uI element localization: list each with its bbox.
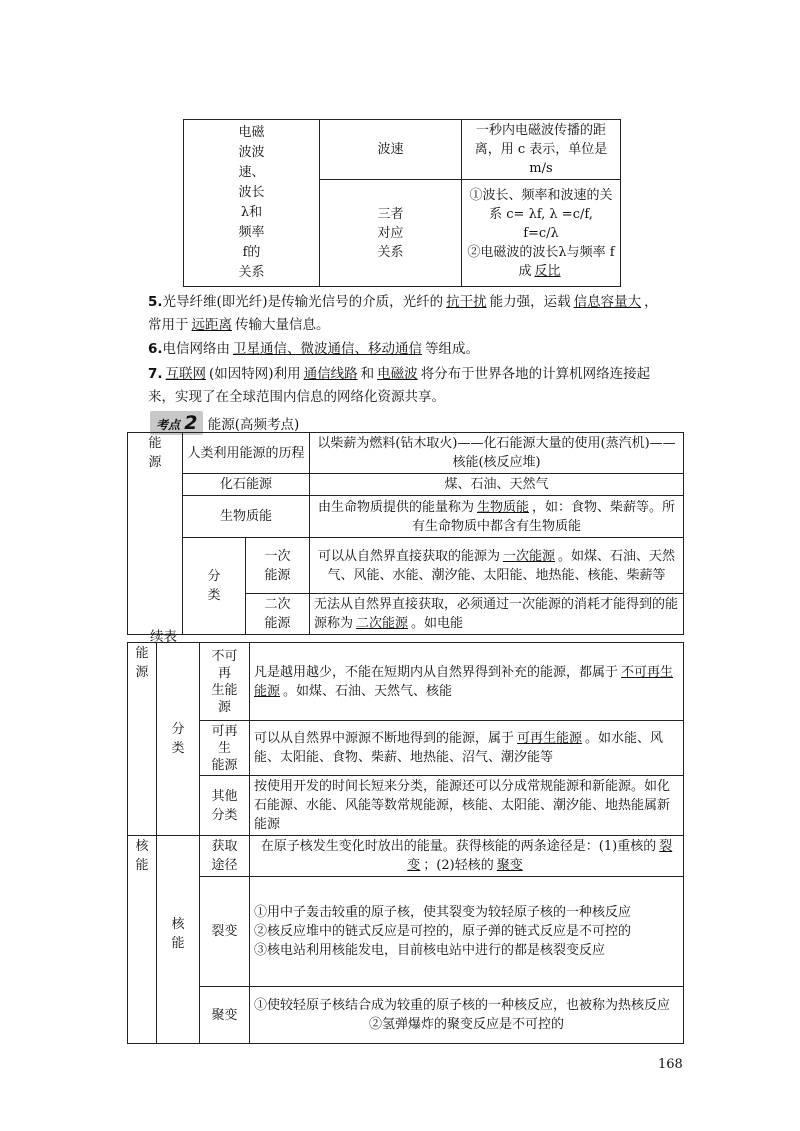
fusion-desc [250, 987, 684, 1044]
page-number: 168 [658, 1057, 683, 1072]
nuclear-blank-cell [157, 836, 200, 877]
energy-table-continued [127, 642, 684, 1044]
nuclear-col-cell: 核 能 [128, 836, 157, 1044]
relation-desc [462, 180, 621, 287]
fission-point-2: ②核反应堆中的链式反应是可控的，原子弹的链式反应是不可控的 [254, 924, 632, 939]
fusion-label: 聚变 [200, 987, 250, 1044]
question-6: 6.电信网络由 卫星通信、微波通信、移动通信 等组成。 [148, 341, 480, 357]
section-badge: 考点 2 [150, 411, 203, 435]
biomass-desc: 由生命物质提供的能量称为 生物质能 ，如：食物、柴薪等。所有生命物质中都含有生物质能 [310, 496, 684, 538]
fossil-label: 化石能源 [183, 474, 310, 496]
energy-table [127, 432, 684, 635]
primary-energy-label: 一次 能源 [246, 538, 310, 594]
primary-energy-desc: 可以从自然界直接获取的能源为 一次能源 。如煤、石油、天然气、风能、水能、潮汐能、太阳能、地热能、核能、柴薪等 [310, 538, 684, 594]
classification-cell: 分 类 [183, 538, 246, 635]
other-class-label: 其他 分类 [200, 776, 250, 836]
acquisition-desc: 在原子核发生变化时放出的能量。获得核能的两条途径是：(1)重核的 裂变 ；(2)轻核的 聚变 [250, 836, 684, 877]
nonrenewable-desc: 凡是越用越少，不能在短期内从自然界得到补充的能源，都属于 不可再生能源 。如煤、石油、天然气、核能 [250, 643, 684, 721]
renewable-desc: 可以从自然界中源源不断地得到的能源，属于 可再生能源 。如水能、风能、太阳能、食物、柴薪、地热能、沼气、潮汐能等 [250, 721, 684, 776]
biomass-label: 生物质能 [183, 496, 310, 538]
fission-label: 裂变 [200, 877, 250, 987]
history-label: 人类利用能源的历程 [183, 433, 310, 474]
answer-inverse: 反比 [534, 263, 561, 279]
continued-table-label: 续表 [150, 629, 177, 645]
fusion-point-2: ②氢弹爆炸的聚变反应是不可控的 [368, 1017, 564, 1032]
secondary-energy-desc: 无法从自然界直接获取，必须通过一次能源的消耗才能得到的能源称为 二次能源 。如电能 [310, 594, 684, 635]
relation-formula-2: f=c/λ [523, 225, 559, 241]
question-7: 7. 互联网 (如因特网)利用 通信线路 和 电磁波 将分布于世界各地的计算机网络连接起来，实现了在全球范围内信息的网络化资源共享。 [148, 366, 651, 405]
secondary-energy-label: 二次 能源 [246, 594, 310, 635]
relation-formula-1: ①波长、频率和波速的关系 c= λf, λ =c/f, [469, 187, 613, 222]
section-title: 能源(高频考点) [207, 417, 300, 433]
relation-label: 三者 对应 关系 [320, 180, 462, 287]
wave-speed-label: 波速 [320, 120, 462, 180]
fission-point-3: ③核电站利用核能发电，目前核电站中进行的都是核裂变反应 [254, 943, 606, 958]
acquisition-label: 获取 途径 [200, 836, 250, 877]
em-wave-topic-cell: 电磁 波波 速、 波长 λ和 频率 f的 关系 [184, 120, 320, 287]
fission-point-1: ①用中子轰击较重的原子核，使其裂变为较轻原子核的一种核反应 [254, 905, 632, 920]
fusion-point-1: ①使较轻原子核结合成为较重的原子核的一种核反应，也被称为热核反应 [254, 998, 671, 1013]
renewable-label: 可再 生 能源 [200, 721, 250, 776]
classification-col-cell: 分 类 [157, 643, 200, 836]
nuclear-sub-cell: 核 能 [157, 877, 200, 1044]
relation-statement: ②电磁波的波长λ与频率 f 成 反比 [467, 244, 615, 279]
history-desc: 以柴薪为燃料(钻木取火)——化石能源大量的使用(蒸汽机)——核能(核反应堆) [310, 433, 684, 474]
fossil-desc: 煤、石油、天然气 [310, 474, 684, 496]
energy-topic-cell: 能 源 [128, 433, 183, 635]
nonrenewable-label: 不可 再 生能 源 [200, 643, 250, 721]
question-5: 5.光导纤维(即光纤)是传输光信号的介质，光纤的 抗干扰 能力强，运载 信息容量大 ，常用于 远距离 传输大量信息。 [148, 294, 658, 333]
wave-speed-desc: 一秒内电磁波传播的距离，用 c 表示，单位是 m/s [462, 120, 621, 180]
other-class-desc: 按使用开发的时间长短来分类，能源还可以分成常规能源和新能源。如化石能源、水能、风能等数常规能源，核能、太阳能、潮汐能、地热能属新能源 [250, 776, 684, 836]
em-wave-table [183, 119, 621, 287]
energy-col-cell: 能 源 [128, 643, 157, 836]
fission-desc [250, 877, 684, 987]
